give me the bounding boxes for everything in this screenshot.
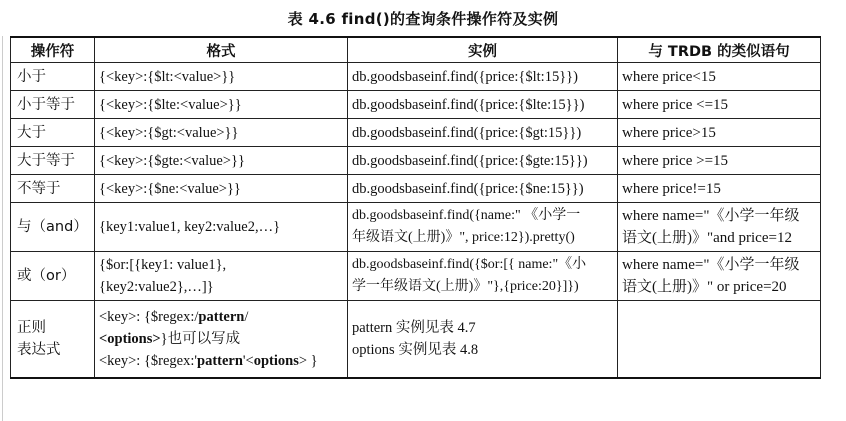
sql-line-1: where name="《小学一年级 [622,257,800,273]
format-text: <key>: {$regex:/ [99,309,199,325]
table-row [11,175,821,203]
format-text: / [244,309,249,325]
table-caption: 表 4.6 find()的查询条件操作符及实例 [287,10,559,28]
example-line-2: options 实例见表 4.8 [352,342,479,358]
cell-example [348,252,618,301]
cell-sql [618,252,821,301]
cell-format [95,252,348,301]
cell-operator: 小于 [11,63,95,91]
cell-format: {key1:value1, key2:value2,…} [95,203,348,252]
cell-format [95,301,348,379]
format-text: '< [242,353,254,369]
table-row-or [11,252,821,301]
header-trdb: 与 TRDB 的类似语句 [618,37,821,63]
cell-example [348,301,618,379]
example-line-2: 年级语文(上册)》", price:12}).pretty() [352,230,575,245]
format-text: > } [298,353,318,369]
cell-example [348,203,618,252]
cell-example: db.goodsbaseinf.find({price:{$gte:15}}) [348,147,618,175]
table-row [11,91,821,119]
sql-line-2: 语文(上册)》"and price=12 [622,230,792,246]
table-row [11,63,821,91]
cell-operator: 小于等于 [11,91,95,119]
header-row [11,37,821,63]
operator-line-1: 正则 [17,320,46,336]
operators-table [10,36,821,379]
cell-operator: 与（and） [11,203,95,252]
header-format: 格式 [95,37,348,63]
page-edge-line [2,36,3,421]
cell-sql [618,203,821,252]
example-line-1: db.goodsbaseinf.find({name:" 《小学一 [352,208,581,223]
format-options: <options> [99,331,161,347]
cell-operator [11,301,95,379]
format-options: options [253,353,299,369]
format-line-1 [99,306,343,328]
sql-line-2: 语文(上册)》" or price=20 [622,279,787,295]
cell-format: {<key>:{$gte:<value>}} [95,147,348,175]
cell-sql: where price!=15 [618,175,821,203]
example-line-2: 学一年级语文(上册)》"},{price:20}]}) [352,279,579,294]
table-row-regex [11,301,821,379]
table-row [11,147,821,175]
format-line-3 [99,350,343,372]
table-row-and [11,203,821,252]
cell-example: db.goodsbaseinf.find({price:{$gt:15}}) [348,119,618,147]
format-text: }也可以写成 [160,331,241,347]
cell-sql: where price<15 [618,63,821,91]
cell-example: db.goodsbaseinf.find({price:{$lte:15}}) [348,91,618,119]
example-line-1: db.goodsbaseinf.find({$or:[{ name:"《小 [352,257,587,272]
example-line-1: pattern 实例见表 4.7 [352,320,476,336]
format-line-2: {key2:value2},…]} [99,279,214,295]
format-pattern: pattern [198,309,245,325]
format-line-1: {$or:[{key1: value1}, [99,257,227,273]
cell-format: {<key>:{$ne:<value>}} [95,175,348,203]
format-line-2 [99,328,343,350]
cell-operator: 大于 [11,119,95,147]
cell-format: {<key>:{$gt:<value>}} [95,119,348,147]
cell-sql: where price <=15 [618,91,821,119]
format-text: <key>: {$regex:' [99,353,197,369]
cell-operator: 不等于 [11,175,95,203]
cell-sql [618,301,821,379]
header-example: 实例 [348,37,618,63]
operator-line-2: 表达式 [17,342,61,358]
sql-line-1: where name="《小学一年级 [622,208,800,224]
format-pattern: pattern [197,353,243,369]
cell-sql: where price>15 [618,119,821,147]
cell-format: {<key>:{$lte:<value>}} [95,91,348,119]
table-row [11,119,821,147]
cell-example: db.goodsbaseinf.find({price:{$lt:15}}) [348,63,618,91]
cell-sql: where price >=15 [618,147,821,175]
cell-operator: 或（or） [11,252,95,301]
cell-format: {<key>:{$lt:<value>}} [95,63,348,91]
cell-example: db.goodsbaseinf.find({price:{$ne:15}}) [348,175,618,203]
header-operator: 操作符 [11,37,95,63]
cell-operator: 大于等于 [11,147,95,175]
